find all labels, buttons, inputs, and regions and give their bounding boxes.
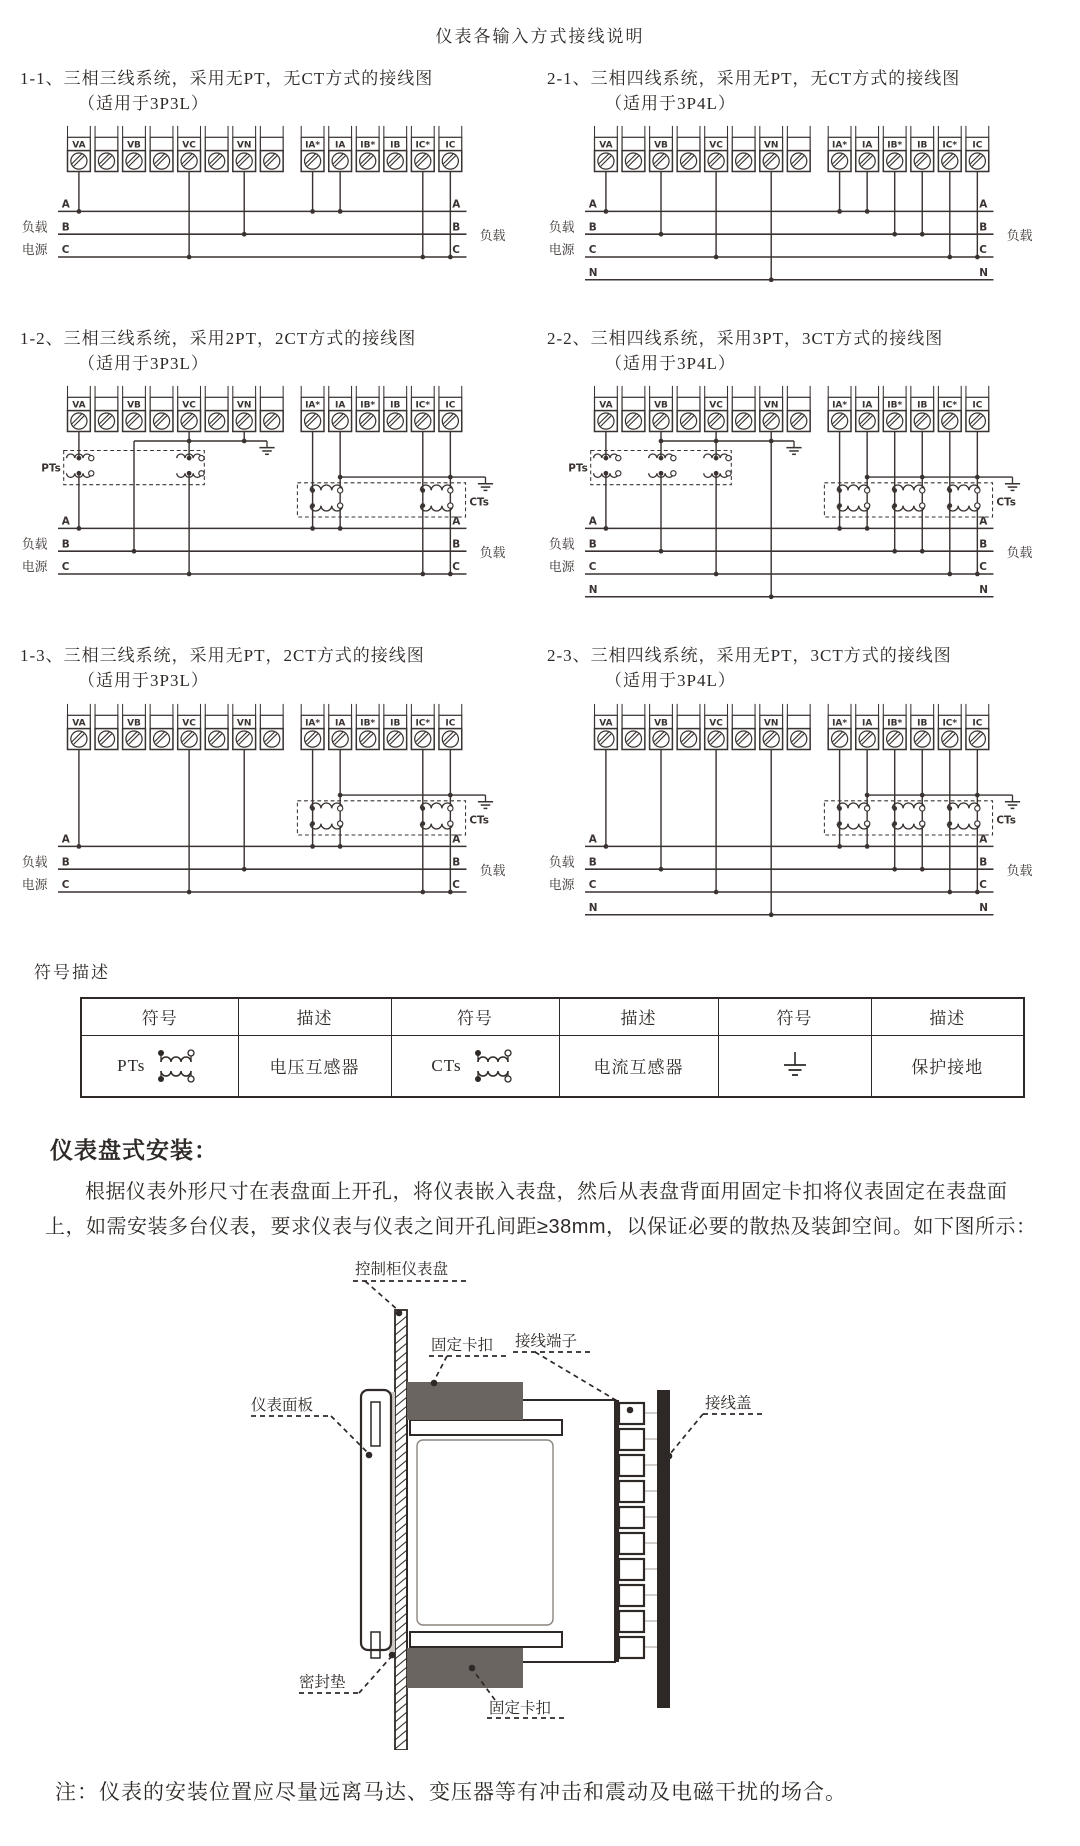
svg-text:IC*: IC* [415,140,431,151]
svg-text:C: C [588,561,597,574]
meter-display [417,1440,553,1625]
svg-text:VN: VN [763,400,779,411]
wiring-diagram-1-2 [20,327,533,614]
fixing-clip-bottom-label: 固定卡扣 [489,1699,552,1717]
svg-text:VC: VC [182,400,196,411]
svg-text:B: B [979,856,988,869]
svg-text:负载: 负载 [1006,229,1033,245]
svg-text:VC: VC [182,140,196,151]
svg-text:A: A [588,833,597,846]
svg-text:IB: IB [390,400,401,411]
wiring-diagram-svg [20,702,533,909]
svg-text:CTs: CTs [996,814,1016,827]
svg-text:IB*: IB* [360,717,376,728]
svg-text:A: A [452,833,461,846]
terminal-block-label: 接线端子 [515,1332,578,1350]
svg-text:A: A [452,516,461,529]
wiring-diagram-1-3 [20,644,533,931]
svg-text:VA: VA [72,140,86,151]
svg-text:电源: 电源 [548,877,575,893]
svg-text:IB*: IB* [360,400,376,411]
svg-text:VN: VN [763,140,779,151]
svg-text:VC: VC [709,140,723,151]
svg-text:IA: IA [861,140,873,151]
svg-text:IA: IA [861,400,873,411]
svg-text:电源: 电源 [21,877,48,893]
svg-text:负载: 负载 [479,863,506,879]
diagram-title: 1-1、三相三线系统，采用无PT，无CT方式的接线图 [20,69,434,88]
ct-desc: 电流互感器 [559,1035,718,1097]
fixing-clip-top-label: 固定卡扣 [431,1336,494,1354]
svg-text:IC: IC [972,717,983,728]
svg-text:IB: IB [390,717,401,728]
svg-text:VC: VC [182,717,196,728]
meter-front-panel [361,1390,391,1650]
svg-text:C: C [452,561,460,574]
svg-text:IB: IB [917,140,928,151]
svg-text:VA: VA [599,717,613,728]
diagram-subtitle: （适用于3P3L） [78,670,209,690]
wiring-diagram-svg [547,124,1060,297]
col-desc: 描述 [559,998,718,1036]
svg-text:B: B [452,221,461,234]
svg-text:IC*: IC* [415,400,431,411]
svg-text:B: B [588,856,597,869]
symbol-table [80,997,1025,1098]
installation-diagram [205,1250,785,1750]
svg-text:IA*: IA* [305,140,321,151]
svg-text:VA: VA [72,717,86,728]
svg-text:IB*: IB* [887,140,903,151]
fixing-clip-bottom-block [407,1648,523,1688]
pt-desc: 电压互感器 [238,1035,391,1097]
svg-text:IA*: IA* [832,140,848,151]
svg-text:负载: 负载 [21,220,48,236]
svg-text:IA: IA [861,717,873,728]
svg-text:IA: IA [334,717,346,728]
svg-text:电源: 电源 [21,243,48,259]
ground-desc: 保护接地 [871,1035,1024,1097]
svg-text:C: C [979,561,987,574]
wiring-diagram-svg [547,702,1060,932]
svg-text:电源: 电源 [548,243,575,259]
svg-text:N: N [588,267,598,280]
svg-text:N: N [979,267,988,280]
wiring-diagram-svg [20,384,533,591]
svg-text:IA*: IA* [305,400,321,411]
wiring-diagram-2-3 [547,644,1060,931]
pt-symbol-label: PTs [117,1055,146,1075]
symbol-section-heading: 符号描述 [34,962,110,982]
svg-text:N: N [588,584,598,597]
svg-text:IC: IC [972,400,983,411]
svg-text:VA: VA [72,400,86,411]
diagram-subtitle: （适用于3P3L） [78,93,209,113]
svg-text:PTs: PTs [41,462,61,475]
bottom-note: 注：仪表的安装位置应尽量远离马达、变压器等有冲击和震动及电磁干扰的场合。 [55,1780,847,1804]
diagram-title: 2-1、三相四线系统，采用无PT，无CT方式的接线图 [547,69,961,88]
diagram-subtitle: （适用于3P4L） [605,670,736,690]
svg-text:负载: 负载 [479,546,506,562]
svg-text:负载: 负载 [1006,863,1033,879]
svg-text:A: A [588,516,597,529]
page-title: 仪表各输入方式接线说明 [435,27,645,46]
col-desc: 描述 [238,998,391,1036]
svg-text:IC: IC [972,140,983,151]
cabinet-panel-label: 控制柜仪表盘 [355,1260,449,1278]
wiring-diagram-2-1 [547,67,1060,297]
svg-text:A: A [452,198,461,211]
col-symbol: 符号 [81,998,238,1036]
svg-text:VB: VB [127,400,141,411]
pt-coil-symbol [150,1046,202,1086]
wiring-diagram-1-1 [20,67,533,297]
ct-symbol-label: CTs [431,1055,462,1075]
svg-text:A: A [61,833,70,846]
svg-text:B: B [979,221,988,234]
svg-text:IB*: IB* [887,400,903,411]
installation-section [20,1132,1060,1806]
svg-text:电源: 电源 [548,560,575,576]
diagram-title: 1-2、三相三线系统，采用2PT，2CT方式的接线图 [20,329,417,349]
meter-panel-label: 仪表面板 [251,1396,314,1414]
svg-text:A: A [588,198,597,211]
svg-text:IA*: IA* [832,717,848,728]
svg-text:IA: IA [334,400,346,411]
svg-text:B: B [588,221,597,234]
installation-paragraph: 根据仪表外形尺寸在表盘面上开孔，将仪表嵌入表盘，然后从表盘背面用固定卡扣将仪表固定在表盘面上，如需安装多台仪表，要求仪表与仪表之间开孔间距≥38mm，以保证必要的散热及装卸空间。如下图所示： [45,1180,1037,1239]
terminal-cover-bar [657,1390,670,1708]
svg-text:负载: 负载 [548,854,575,870]
svg-text:C: C [588,244,597,257]
svg-text:VB: VB [654,140,668,151]
gasket-label: 密封垫 [299,1673,346,1691]
svg-text:B: B [452,856,461,869]
svg-text:VN: VN [236,140,252,151]
svg-text:VB: VB [127,140,141,151]
svg-text:C: C [61,561,70,574]
svg-text:C: C [588,878,597,891]
svg-text:VA: VA [599,140,613,151]
svg-text:VN: VN [236,400,252,411]
svg-text:IC*: IC* [415,717,431,728]
diagram-title: 2-3、三相四线系统，采用无PT，3CT方式的接线图 [547,646,952,666]
svg-text:IA*: IA* [832,400,848,411]
ground-symbol [779,1048,811,1084]
svg-text:负载: 负载 [21,537,48,553]
svg-text:A: A [979,516,988,529]
svg-text:B: B [979,538,988,551]
svg-text:C: C [979,878,987,891]
svg-text:B: B [61,856,70,869]
svg-text:IC: IC [445,400,456,411]
installation-heading: 仪表盘式安装： [50,1136,218,1163]
svg-text:VC: VC [709,717,723,728]
svg-text:IB*: IB* [887,717,903,728]
svg-text:C: C [979,244,987,257]
svg-text:IC*: IC* [942,400,958,411]
svg-text:C: C [61,244,70,257]
svg-text:负载: 负载 [479,229,506,245]
svg-text:IC*: IC* [942,140,958,151]
svg-text:VB: VB [654,400,668,411]
svg-text:电源: 电源 [21,560,48,576]
clip-bracket-bottom [410,1632,562,1647]
diagram-subtitle: （适用于3P3L） [78,353,209,373]
svg-text:C: C [61,878,70,891]
svg-text:A: A [979,198,988,211]
wiring-diagrams-grid [20,67,1060,932]
diagram-subtitle: （适用于3P4L） [605,353,736,373]
symbol-table-header [81,998,1024,1036]
svg-text:CTs: CTs [996,497,1016,510]
svg-text:VN: VN [763,717,779,728]
installation-figure [205,1250,1060,1750]
wiring-diagram-svg [547,384,1060,614]
col-symbol: 符号 [391,998,559,1036]
svg-text:VA: VA [599,400,613,411]
svg-text:CTs: CTs [469,497,489,510]
svg-text:C: C [452,244,460,257]
svg-text:IB: IB [390,140,401,151]
diagram-subtitle: （适用于3P4L） [605,93,736,113]
svg-text:C: C [452,878,460,891]
svg-text:IB*: IB* [360,140,376,151]
svg-text:负载: 负载 [548,537,575,553]
svg-text:负载: 负载 [1006,546,1033,562]
svg-text:N: N [979,584,988,597]
svg-text:IC: IC [445,140,456,151]
svg-text:B: B [61,538,70,551]
col-symbol: 符号 [718,998,871,1036]
svg-text:负载: 负载 [21,854,48,870]
col-desc: 描述 [871,998,1024,1036]
svg-text:IB: IB [917,717,928,728]
svg-text:B: B [588,538,597,551]
svg-text:VN: VN [236,717,252,728]
symbol-table-row [81,1035,1024,1097]
svg-text:A: A [61,516,70,529]
svg-text:负载: 负载 [548,220,575,236]
svg-text:VB: VB [654,717,668,728]
svg-text:VC: VC [709,400,723,411]
diagram-title: 2-2、三相四线系统，采用3PT，3CT方式的接线图 [547,329,944,349]
svg-text:CTs: CTs [469,814,489,827]
ct-coil-symbol [467,1046,519,1086]
wiring-diagram-2-2 [547,327,1060,614]
svg-text:N: N [588,901,598,914]
clip-bracket-top [410,1420,562,1435]
svg-text:B: B [452,538,461,551]
wiring-diagram-svg [20,124,533,274]
svg-text:N: N [979,901,988,914]
svg-text:IB: IB [917,400,928,411]
diagram-title: 1-3、三相三线系统，采用无PT，2CT方式的接线图 [20,646,425,666]
svg-text:A: A [979,833,988,846]
svg-text:B: B [61,221,70,234]
terminal-cover-label: 接线盖 [705,1394,752,1412]
svg-text:IA*: IA* [305,717,321,728]
svg-text:A: A [61,198,70,211]
svg-text:VB: VB [127,717,141,728]
svg-text:PTs: PTs [568,462,588,475]
fixing-clip-top-block [407,1382,523,1420]
svg-text:IC: IC [445,717,456,728]
svg-text:IC*: IC* [942,717,958,728]
svg-text:IA: IA [334,140,346,151]
